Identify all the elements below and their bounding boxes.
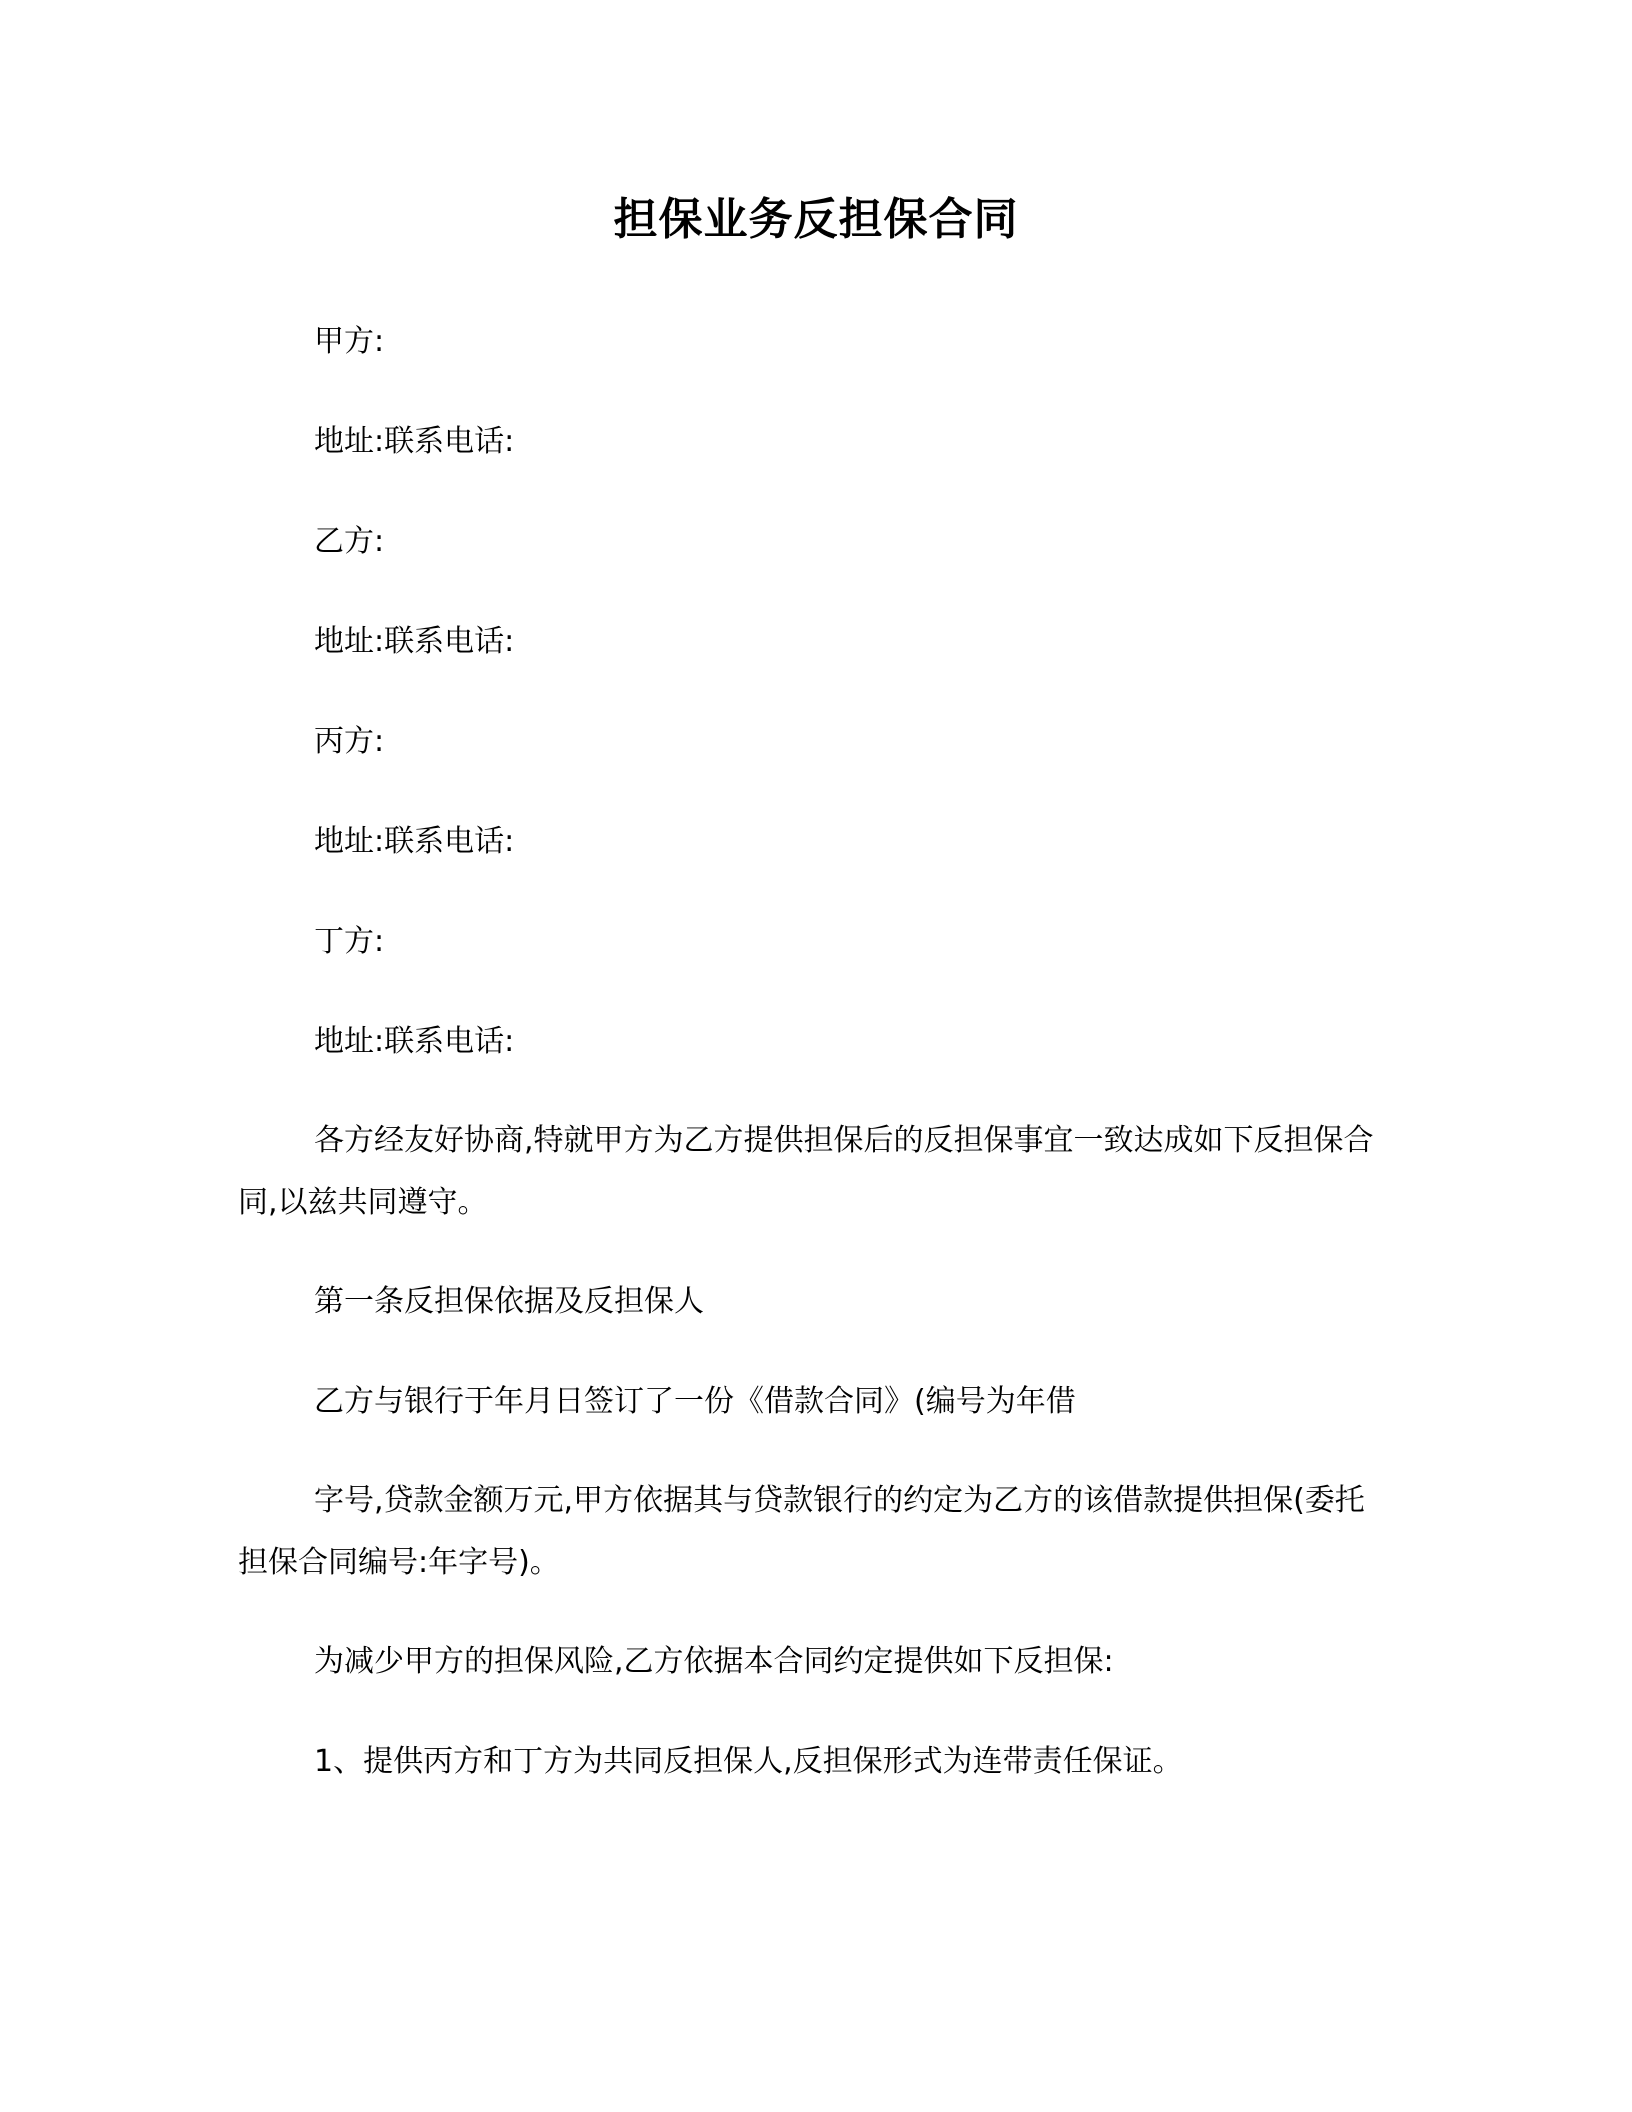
party-b-label: 乙方:	[314, 524, 385, 559]
article-1-heading: 第一条反担保依据及反担保人	[314, 1284, 704, 1319]
article-1-paragraph-2: 字号,贷款金额万元,甲方依据其与贷款银行的约定为乙方的该借款提供担保(委托担保合同编号:年字号)。	[238, 1483, 1365, 1580]
article-1-item-1: 1、提供丙方和丁方为共同反担保人,反担保形式为连带责任保证。	[314, 1744, 1183, 1779]
document-title: 担保业务反担保合同	[613, 194, 1019, 245]
party-b-contact: 地址:联系电话:	[314, 624, 515, 659]
party-d-label: 丁方:	[314, 924, 385, 959]
article-1-line-1: 乙方与银行于年月日签订了一份《借款合同》(编号为年借	[314, 1384, 1076, 1419]
party-a-contact: 地址:联系电话:	[314, 424, 515, 459]
party-c-contact: 地址:联系电话:	[314, 824, 515, 859]
party-a-label: 甲方:	[314, 324, 385, 359]
intro-paragraph: 各方经友好协商,特就甲方为乙方提供担保后的反担保事宜一致达成如下反担保合同,以兹共同遵守。	[238, 1123, 1374, 1220]
party-d-contact: 地址:联系电话:	[314, 1024, 515, 1059]
party-c-label: 丙方:	[314, 724, 385, 759]
article-1-line-3: 为减少甲方的担保风险,乙方依据本合同约定提供如下反担保:	[314, 1644, 1114, 1679]
